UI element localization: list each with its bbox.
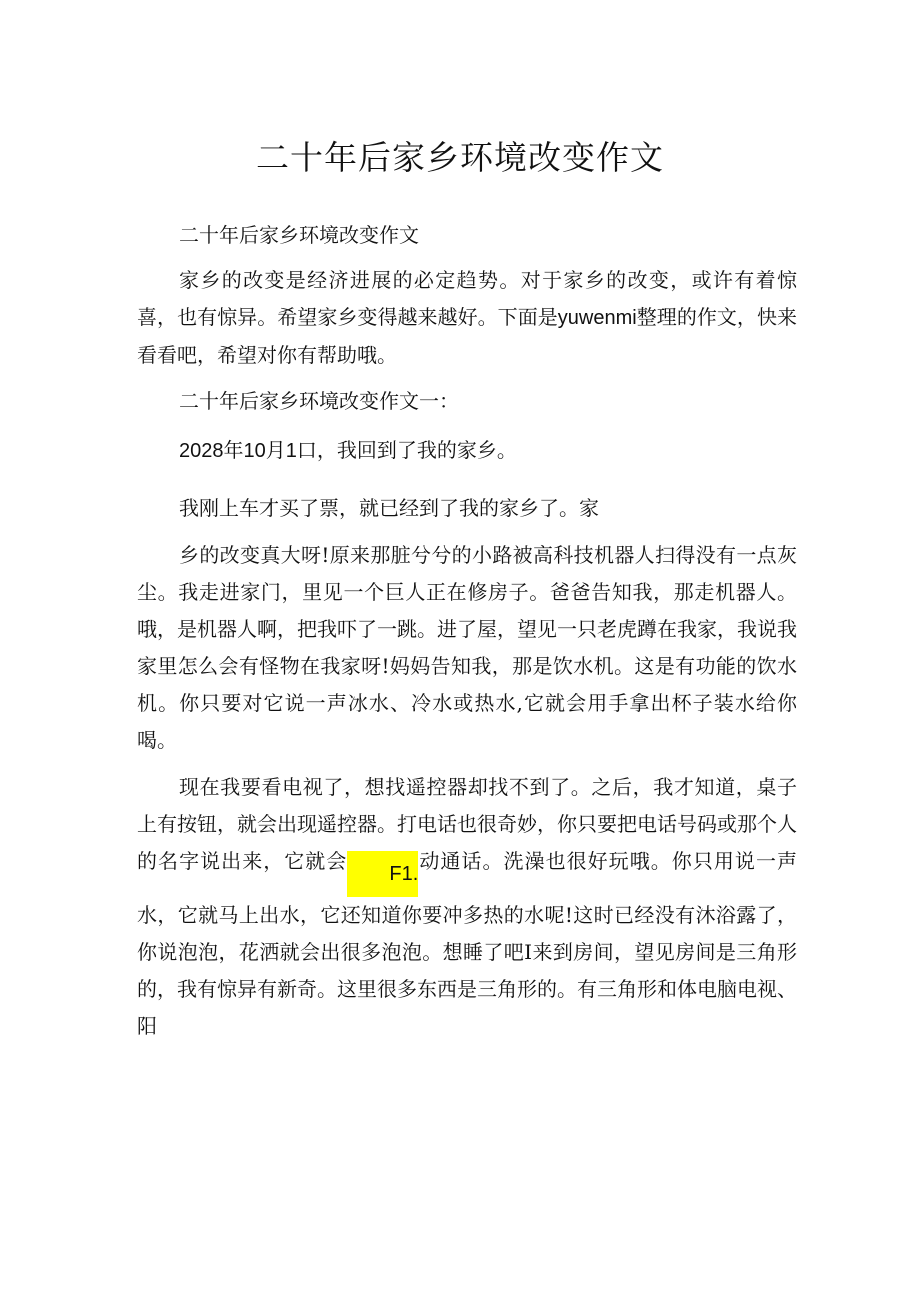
intro-paragraph: [137, 262, 797, 374]
date-text: 2028年10月1口: [179, 440, 317, 462]
section-heading: 二十年后家乡环境改变作文一：: [179, 389, 459, 413]
page-title: 二十年后家乡环境改变作文: [256, 138, 664, 177]
document-body: [137, 217, 797, 1045]
paragraph-house: [137, 769, 797, 1045]
paragraph-village: 乡的改变真大呀!原来那脏兮兮的小路被高科技机器人扫得没有一点灰尘。我走进家门，里见一个巨人正在修房子。爸爸告知我，那走机器人。哦，是机器人啊，把我吓了一跳。进了屋，望见一只老虎蹲在我家，我说我家里怎么会有怪物在我家呀!妈妈告知我，那是饮水机。这是有功能的饮水机。你只要对它说一声冰水、冷水或热水,它就会用手拿出杯子装水给你喝。: [137, 543, 797, 752]
house-text-after: 动通话。洗澡也很好玩哦。你只用说一声水，它就马上出水，它还知道你要冲多热的水呢!这时已经没有沐浴露了，你说泡泡，花洒就会出很多泡泡。想睡了吧I来到房间，望见房间是三角形的，我有惊异有新奇。这里很多东西是三角形的。有三角形和体电脑电视、阳: [137, 849, 797, 1038]
subtitle: 二十年后家乡环境改变作文: [179, 223, 419, 247]
intro-text-after: 整理的作文，快来看看吧，希望对你有帮助哦。: [137, 305, 798, 367]
date-line: [137, 432, 797, 470]
house-text-before: 现在我要看电视了，想找遥控器却找不到了。之后，我才知道，桌子上有按钮，就会出现遥控器。打电话也很奇妙，你只要把电话号码或那个人的名字说出来，它就会: [137, 775, 797, 873]
date-line-rest: ，我回到了我的家乡。: [316, 438, 517, 462]
intro-text-before: 家乡的改变是经济进展的必定趋势。对于家乡的改变，或许有着惊喜，也有惊异。希望家乡变得越来越好。下面是: [137, 268, 797, 329]
highlighted-text: F1.: [347, 851, 418, 897]
paragraph-train: 我刚上车才买了票，就已经到了我的家乡了。家: [179, 496, 599, 520]
intro-author-name: yuwenmi: [557, 307, 637, 329]
